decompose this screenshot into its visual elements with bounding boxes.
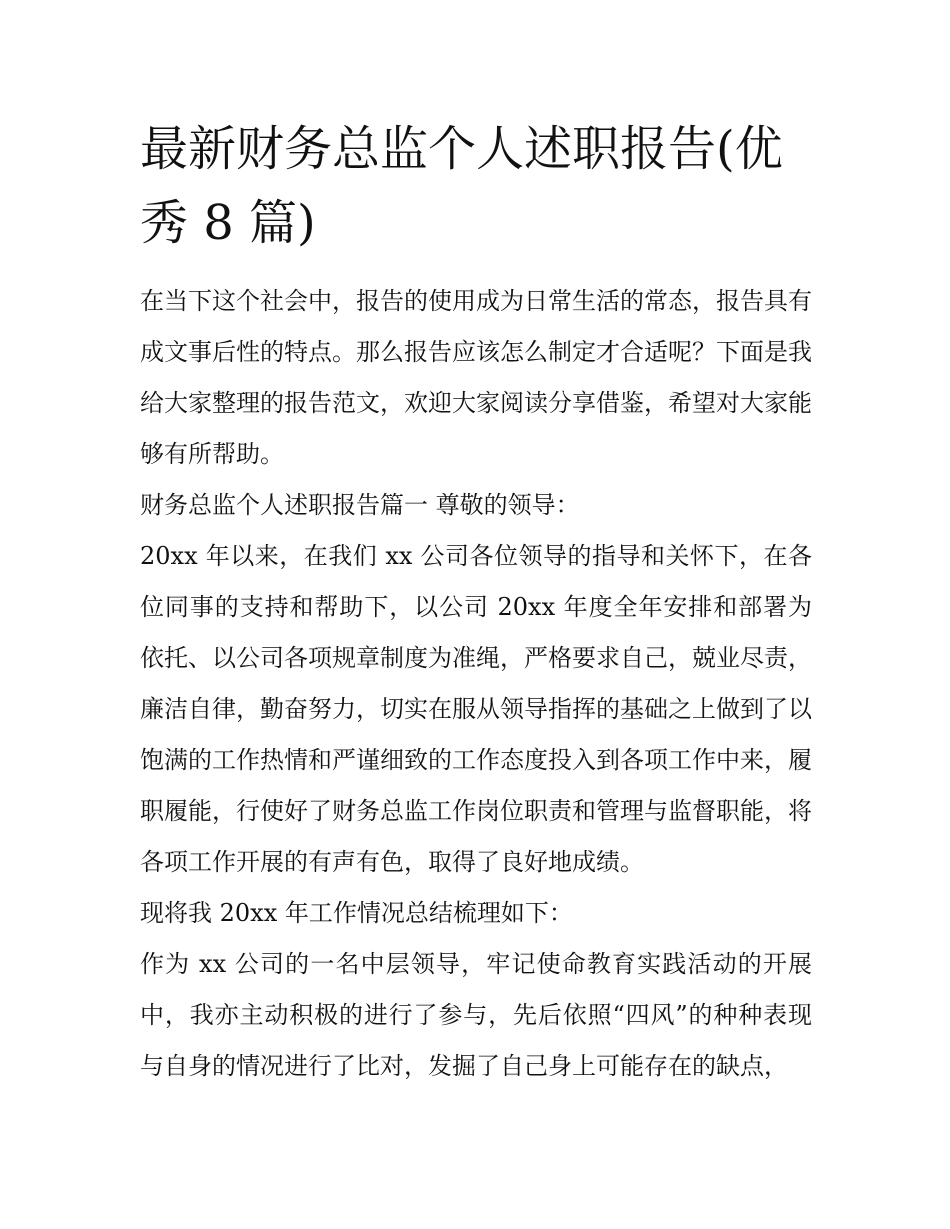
summary-intro-paragraph: 现将我 20xx 年工作情况总结梳理如下：	[140, 899, 573, 927]
section-heading-paragraph: 财务总监个人述职报告篇一 尊敬的领导：	[140, 491, 580, 519]
document-page	[140, 112, 812, 1092]
body-paragraph: 20xx 年以来，在我们 xx 公司各位领导的指导和关怀下，在各位同事的支持和帮助下，以公司 20xx 年度全年安排和部署为依托、以公司各项规章制度为准绳，严格要求自己，兢业尽责，廉洁自律，勤奋努力，切实在服从领导指挥的基础之上做到了以饱满的工作热情和严谨细致的工作态度投入到各项工作中来，履职履能，行使好了财务总监工作岗位职责和管理与监督职能，将各项工作开展的有声有色，取得了良好地成绩。	[140, 542, 812, 876]
document-title: 最新财务总监个人述职报告(优秀 8 篇)	[140, 121, 783, 251]
body-paragraph: 作为 xx 公司的一名中层领导，牢记使命教育实践活动的开展中，我亦主动积极的进行了参与，先后依照“四风”的种种表现与自身的情况进行了比对，发掘了自己身上可能存在的缺点，	[140, 950, 812, 1080]
intro-paragraph: 在当下这个社会中，报告的使用成为日常生活的常态，报告具有成文事后性的特点。那么报告应该怎么制定才合适呢？下面是我给大家整理的报告范文，欢迎大家阅读分享借鉴，希望对大家能够有所帮助。	[140, 287, 812, 468]
